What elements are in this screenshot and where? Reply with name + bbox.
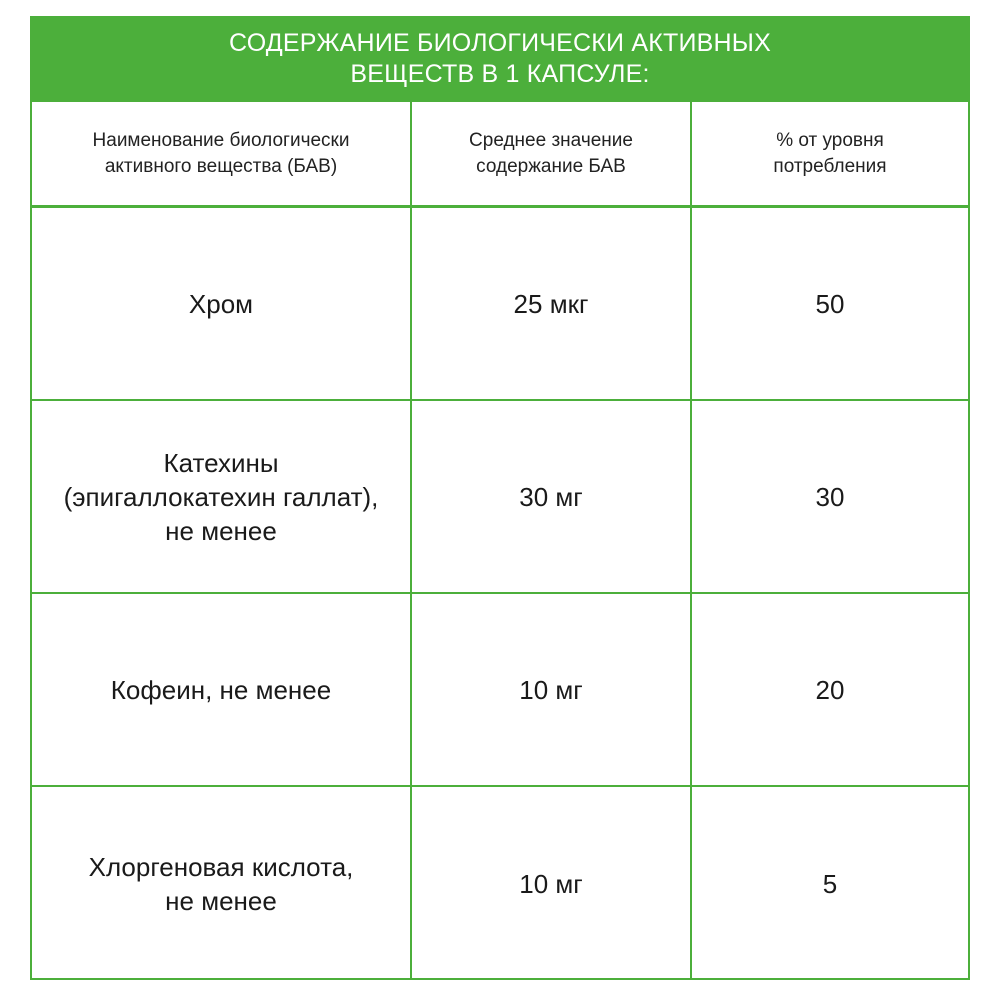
substance-percent: 20 (815, 674, 845, 705)
substance-name: Катехины (эпигаллокатехин галлат), не менее (32, 401, 412, 592)
nutrient-table (30, 16, 970, 980)
substance-percent: 5 (822, 868, 838, 899)
column-header-amount: Среднее значение содержание БАВ (412, 102, 692, 205)
table-title: СОДЕРЖАНИЕ БИОЛОГИЧЕСКИ АКТИВНЫХ ВЕЩЕСТВ В 1 КАПСУЛЕ: (229, 29, 771, 88)
substance-percent: 30 (815, 481, 845, 512)
table-grid (30, 102, 970, 980)
table-title-bar (30, 16, 970, 102)
table-row (32, 208, 968, 401)
column-header-percent: % от уровня потребления (773, 129, 887, 177)
substance-percent: 50 (815, 288, 845, 319)
table-row (32, 787, 968, 980)
table-row (32, 401, 968, 594)
table-header-row (32, 102, 968, 208)
substance-amount: 10 мг (412, 594, 692, 785)
substance-name: Хром (32, 208, 412, 399)
substance-amount: 10 мг (412, 787, 692, 980)
table-row (32, 594, 968, 787)
substance-amount: 30 мг (412, 401, 692, 592)
substance-amount: 25 мкг (412, 208, 692, 399)
substance-name: Хлоргеновая кислота, не менее (32, 787, 412, 980)
substance-name: Кофеин, не менее (32, 594, 412, 785)
column-header-substance: Наименование биологически активного вещества (БАВ) (32, 102, 412, 205)
